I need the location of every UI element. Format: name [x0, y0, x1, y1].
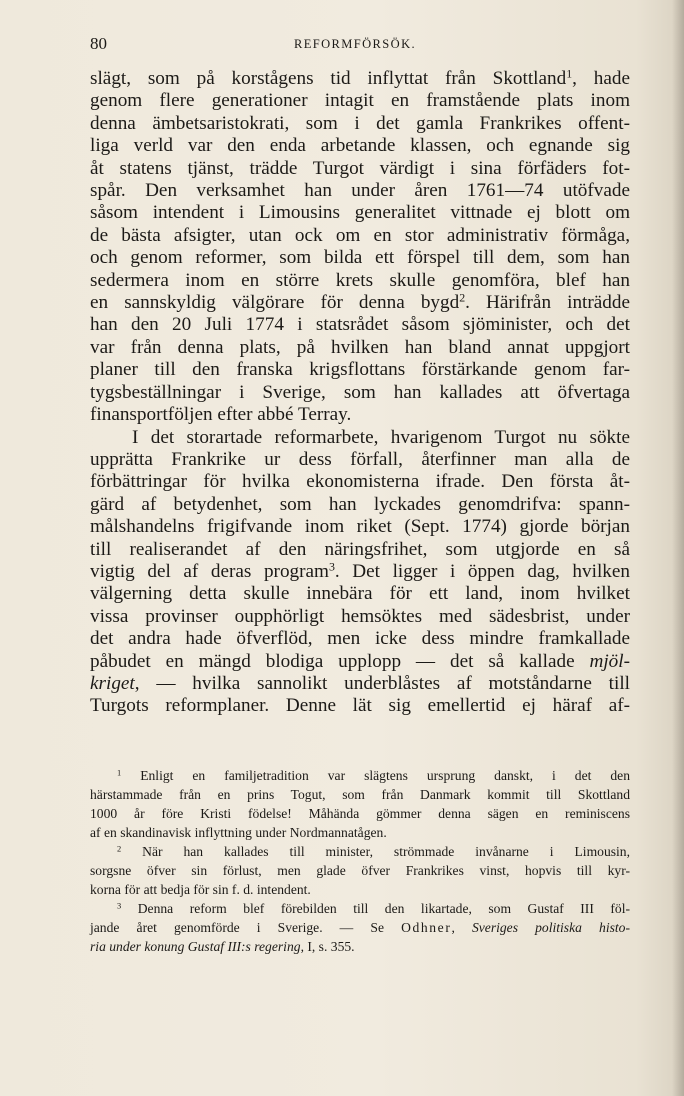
text-run: jande året genomförde i Sverige. — Se [90, 920, 402, 935]
text-run: var från denna plats, på hvilken han bland annat uppgjort [90, 336, 630, 358]
text-run: Turgots reformplaner. Denne lät sig emellertid ej häraf af- [90, 695, 630, 717]
text-line [90, 359, 630, 381]
running-title: REFORMFÖRSÖK. [293, 37, 417, 51]
footnote-line [90, 918, 630, 937]
footnote-line [90, 785, 630, 804]
text-line [90, 427, 630, 449]
text-run: slägt, som på korstågens tid inflyttat från Skottland [90, 68, 567, 89]
text-run: gärd af betydenhet, som han lyckades genomdrifva: spann- [90, 493, 630, 515]
italic-text: ria under konung Gustaf III:s regering [90, 939, 301, 954]
text-line [90, 539, 630, 561]
text-line [90, 337, 630, 359]
footnote-marker: 1 [117, 767, 122, 778]
page-edge-shadow [672, 0, 684, 1096]
text-line [90, 135, 630, 157]
text-line [90, 225, 630, 247]
text-run: välgerning detta skulle innebära för ett land, inom hvilket [90, 583, 630, 605]
text-run: spår. Den verksamhet han under åren 1761—74 utöfvade [90, 180, 630, 202]
footnote-marker: 2 [117, 843, 122, 854]
text-line [90, 651, 630, 673]
text-line [90, 382, 630, 404]
text-line [90, 158, 630, 180]
italic-text: kriget [90, 672, 135, 694]
text-line [90, 494, 630, 516]
footnote-line [90, 804, 630, 823]
text-run: det andra hade öfverflöd, men icke dess mindre framkallade [90, 628, 630, 650]
text-run: sedermera inom en större krets skulle genomföra, blef han [90, 269, 630, 291]
text-line [90, 270, 630, 292]
text-run: sorgsne öfver sin förlust, men glade öfver Frankrikes vinst, hopvis till kyr- [90, 863, 630, 878]
text-run: de bästa afsigter, utan ock om en stor administrativ förmåga, [90, 224, 630, 246]
text-line [90, 628, 630, 650]
text-line [90, 90, 630, 112]
italic-text: mjöl- [589, 650, 630, 672]
text-run: upprätta Frankrike ur dess förfall, återfinner man alla de [90, 448, 630, 470]
text-run: , I, s. 355. [300, 939, 355, 954]
text-run: förbättringar för hvilka ekonomisterna ifrade. Den första åt- [90, 471, 630, 493]
footnote-line [90, 880, 630, 899]
footnote-marker: 2 [459, 290, 466, 305]
footnote-line [90, 937, 630, 956]
text-run: och genom reformer, som bilda ett förspel till dem, som han [90, 247, 630, 269]
text-run: till realiserandet af den näringsfrihet, som utgjorde en så [90, 538, 630, 560]
text-run: genom flere generationer intagit en framstående plats inom [90, 90, 630, 112]
text-line [90, 202, 630, 224]
text-run: liga verld var den enda arbetande klassen, och egnande sig [90, 135, 630, 157]
text-line [90, 606, 630, 628]
text-run: vigtig del af deras program [90, 560, 329, 582]
text-line [90, 404, 630, 426]
text-run: härstammade från en prins Togut, som från Danmark kommit till Skottland [90, 787, 630, 802]
text-run: tygsbeställningar i Sverige, som han kallades att öfvertaga [90, 381, 630, 403]
footnote-line [90, 861, 630, 880]
text-run: . Det ligger i öppen dag, hvilken [334, 560, 630, 582]
text-run: denna ämbetsaristokrati, som i det gamla Frankrikes offent- [90, 112, 630, 134]
text-run: , [451, 920, 472, 935]
text-line [90, 695, 630, 717]
text-run: planer till den franska krigsflottans förstärkande genom far- [90, 359, 630, 381]
spaced-name: Odhner [401, 920, 452, 935]
text-line [90, 292, 630, 314]
text-run: målshandelns frigifvande inom riket (Sept. 1774) gjorde början [90, 516, 630, 538]
footnote-line [90, 842, 630, 861]
text-line [90, 449, 630, 471]
text-run: finansportföljen efter abbé Terray. [90, 404, 352, 426]
text-run: Enligt en familjetradition var slägtens ursprung danskt, i det den [121, 768, 630, 783]
text-run: åt statens tjänst, trädde Turgot värdigt i sina förfäders fot- [90, 157, 630, 179]
text-line [90, 471, 630, 493]
text-run: , hade [572, 68, 630, 89]
main-text [90, 68, 630, 718]
text-run: en sannskyldig välgörare för denna bygd [90, 292, 460, 314]
footnote-marker: 1 [566, 66, 573, 81]
footnote-line [90, 823, 630, 842]
text-run: korna för att bedja för sin f. d. intendent. [90, 882, 311, 897]
text-run: , — hvilka sannolikt underblåstes af motståndarne till [134, 672, 630, 694]
italic-text: Sveriges politiska histo- [471, 920, 630, 935]
text-line [90, 673, 630, 695]
page-header [90, 34, 620, 60]
text-run: Denna reform blef förebilden till den likartade, som Gustaf III föl- [121, 901, 630, 916]
text-run: han den 20 Juli 1774 i statsrådet såsom sjöminister, och det [90, 314, 630, 336]
text-run: såsom intendent i Limousins generalitet vittnade ej blott om [90, 202, 630, 224]
text-run: påbudet en mängd blodiga upplopp — det så kallade [90, 650, 590, 672]
text-line [90, 113, 630, 135]
text-run: af en skandinavisk inflyttning under Nordmannatågen. [90, 825, 387, 840]
footnote-line [90, 899, 630, 918]
footnote-marker: 3 [328, 559, 335, 574]
text-line [90, 516, 630, 538]
text-run: När han kallades till minister, strömmade invånarne i Limousin, [121, 844, 630, 859]
text-line [90, 247, 630, 269]
footnotes [90, 766, 630, 956]
text-line [90, 68, 630, 90]
text-run: 1000 år före Kristi födelse! Måhända gömmer denna sägen en reminiscens [90, 806, 630, 821]
text-run: . Härifrån inträdde [465, 292, 630, 314]
footnote-marker: 3 [117, 900, 122, 911]
text-run: vissa provinser oupphörligt hemsöktes med sädesbrist, under [90, 605, 630, 627]
text-line [90, 561, 630, 583]
footnote-line [90, 766, 630, 785]
text-line [90, 314, 630, 336]
page-number: 80 [90, 34, 107, 53]
text-run: I det storartade reformarbete, hvarigenom Turgot nu sökte [132, 426, 630, 448]
text-line [90, 180, 630, 202]
text-line [90, 583, 630, 605]
